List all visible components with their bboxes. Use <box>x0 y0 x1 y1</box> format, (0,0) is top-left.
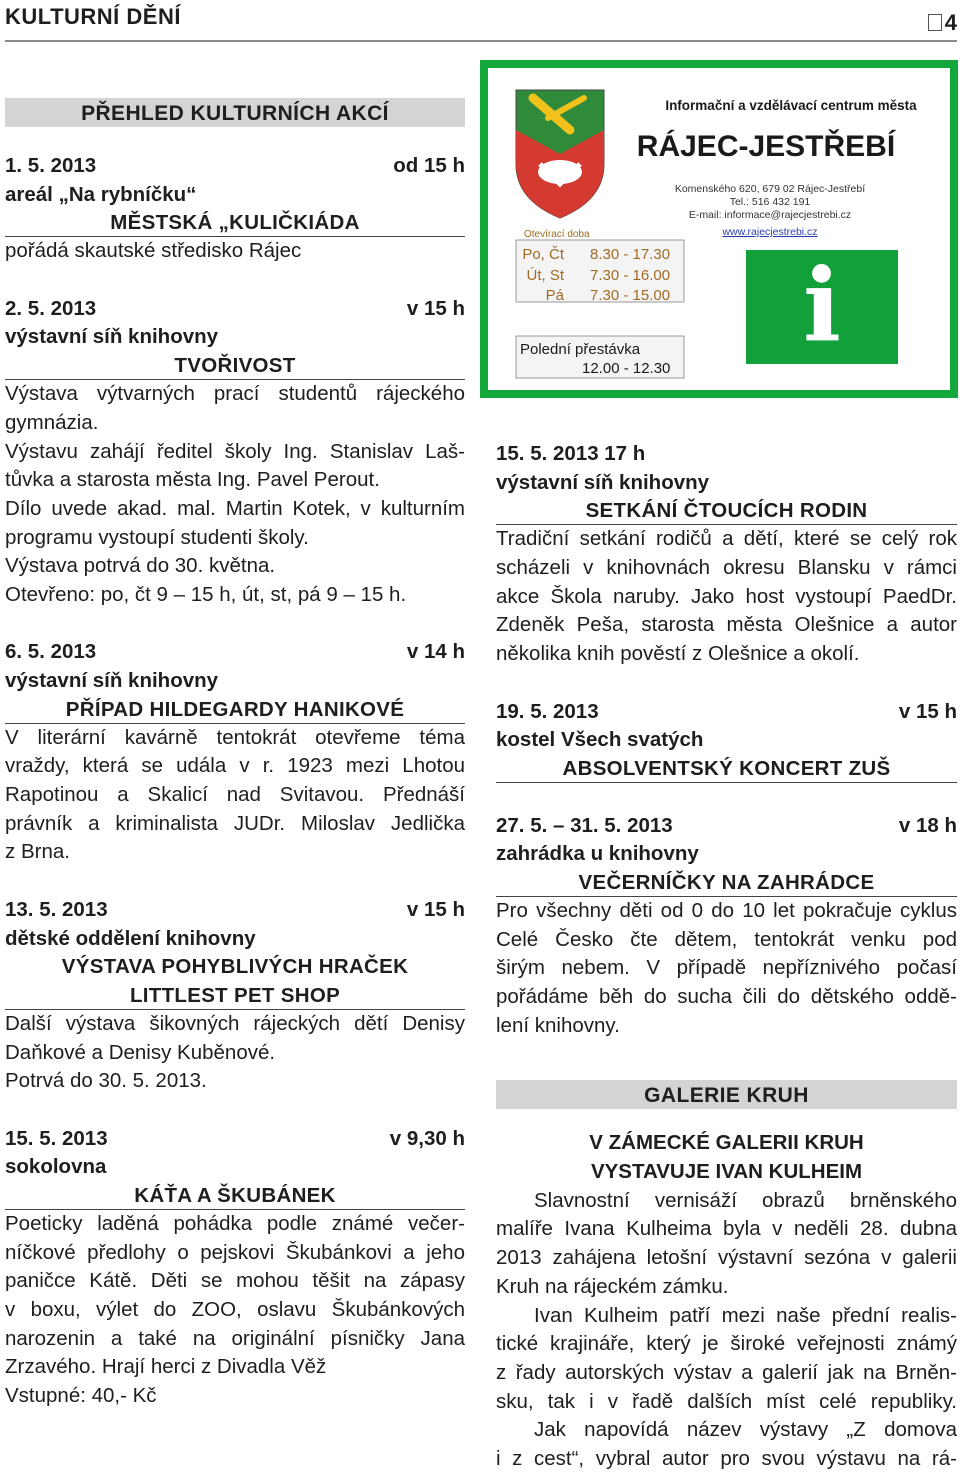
article-text-line: 2013 zahájena letošní výstavní sezóna v galerii <box>496 1246 957 1270</box>
event-time: od 15 h <box>393 154 465 177</box>
ad-hours-label: Otevírací doba <box>524 229 590 240</box>
event-text-line: vraždy, která se udála v r. 1923 mezi Lhotou <box>5 754 465 778</box>
event-kata-skubanek <box>5 1125 465 1411</box>
event-text-line: právník a kriminalista JUDr. Miloslav Jedlička <box>5 811 465 835</box>
event-tvorivost <box>5 295 465 610</box>
event-date: 27. 5. – 31. 5. 2013 <box>496 813 673 837</box>
event-hracky <box>5 896 465 1096</box>
article-text-line: sku, tak i v řadě dalších míst celé republiky. <box>496 1389 957 1413</box>
event-text-line: tůvka a starosta města Ing. Pavel Perout. <box>5 468 380 492</box>
article-text-line: tické krajináře, který je široké veřejnosti známý <box>496 1332 957 1356</box>
ad-lunch-time: 12.00 - 12.30 <box>582 360 671 377</box>
section-title: KULTURNÍ DĚNÍ <box>5 4 181 29</box>
ad-hours-days: Pá <box>545 287 564 304</box>
event-title: VEČERNÍČKY NA ZAHRÁDCE <box>496 869 957 897</box>
event-title: MĚSTSKÁ „KULIČKIÁDA <box>5 209 465 237</box>
event-text-line: Tradiční setkání rodičů a dětí, které se celý rok <box>496 527 957 551</box>
event-date: 1. 5. 2013 <box>5 154 97 177</box>
event-text-line: Daňkové a Denisy Kuběnové. <box>5 1040 276 1064</box>
event-date: 15. 5. 2013 <box>5 1126 108 1150</box>
ad-heading-big: RÁJEC-JESTŘEBÍ <box>636 130 896 163</box>
event-text-line: narozenin a také na originální písničky Jana <box>5 1326 465 1350</box>
event-date: 19. 5. 2013 <box>496 699 599 723</box>
event-date: 6. 5. 2013 <box>5 640 97 664</box>
event-date: 15. 5. 2013 17 h <box>496 442 646 465</box>
event-place: výstavní síň knihovny <box>496 470 710 494</box>
article-text-line: malíře Ivana Kulheima byla v neděli 28. dubna <box>496 1217 957 1241</box>
event-time: v 15 h <box>406 296 465 320</box>
event-hildegarda <box>5 638 465 867</box>
ad-hours-days: Út, St <box>526 267 564 284</box>
event-text-line: Rapotinou a Skalicí nad Svitavou. Přednáší <box>5 783 465 807</box>
event-time: v 15 h <box>406 897 465 921</box>
event-date: 2. 5. 2013 <box>5 296 97 320</box>
event-text-line: Zrzavého. Hrají herci z Divadla Věž <box>5 1355 327 1379</box>
event-place: zahrádka u knihovny <box>496 842 699 866</box>
overview-heading: PŘEHLED KULTURNÍCH AKCÍ <box>5 98 465 127</box>
event-text-line: několika knih pověstí z Olešnice a okolí. <box>496 642 860 666</box>
event-title: SETKÁNÍ ČTOUCÍCH RODIN <box>496 497 957 525</box>
page-number-value: 4 <box>944 10 957 35</box>
event-place: výstavní síň knihovny <box>5 325 219 349</box>
event-text-line: Zdeněk Peša, starosta města Olešnice a autor <box>496 613 957 637</box>
event-title: KÁŤA A ŠKUBÁNEK <box>5 1182 465 1210</box>
event-text-line: Celé Česko čte dětem, tentokrát venku pod <box>496 927 957 951</box>
ad-hours-days: Po, Čt <box>522 246 564 263</box>
left-column <box>5 0 465 1411</box>
gallery-heading: GALERIE KRUH <box>496 1080 957 1109</box>
event-title: VÝSTAVA POHYBLIVÝCH HRAČEK <box>61 955 409 979</box>
event-place: sokolovna <box>5 1155 107 1179</box>
event-place: areál „Na rybníčku“ <box>5 182 197 206</box>
event-text-line: Výstava výtvarných prací studentů rájeckého <box>5 382 465 406</box>
event-text-line: akce Škola naruby. Jako host vystoupí PaedDr. <box>496 584 957 608</box>
ad-lunch-label: Polední přestávka <box>520 341 641 358</box>
article-text-line: z řady autorských výstav a galerií jak na Brněn- <box>496 1360 957 1384</box>
event-text-line: Vstupné: 40,- Kč <box>5 1384 157 1408</box>
event-subtitle: LITTLEST PET SHOP <box>5 982 465 1010</box>
event-vecernicky <box>496 812 957 1041</box>
event-place: výstavní síň knihovny <box>5 669 219 692</box>
article-text-line: Slavnostní vernisáží obrazů brněnského <box>534 1188 957 1212</box>
ad-hours-time: 7.30 - 16.00 <box>590 267 671 284</box>
event-text-line: Další výstava šikovných rájeckých dětí Denisy <box>5 1011 465 1035</box>
event-text-line: pořádá skautské středisko Rájec <box>5 239 302 263</box>
article-text-line: Ivan Kulheim patří mezi naše přední realis- <box>534 1303 957 1327</box>
ad-heading-small: Informační a vzdělávací centrum města <box>665 98 917 113</box>
event-title: ABSOLVENTSKÝ KONCERT ZUŠ <box>496 755 957 783</box>
ad-hours-time: 7.30 - 15.00 <box>590 287 671 304</box>
event-time: v 18 h <box>898 813 957 837</box>
article-text-line: i z cest“, vybral autor pro svou výstavu na rá- <box>496 1446 957 1470</box>
event-text-line: Poeticky laděná pohádka podle známé večer- <box>5 1212 465 1235</box>
article-heading-line: V ZÁMECKÉ GALERII KRUH <box>589 1131 864 1155</box>
event-text-line: paničce Kátě. Děti se mohou těšit na zápasy <box>5 1269 465 1293</box>
ad-phone: Tel.: 516 432 191 <box>729 196 811 208</box>
event-text-line: scházeli v knihovnách okresu Blansku v rámci <box>496 556 957 580</box>
ad-hours-time: 8.30 - 17.30 <box>590 246 671 263</box>
event-text-line: Výstavu zahájí ředitel školy Ing. Stanislav Laš- <box>5 439 465 463</box>
event-date: 13. 5. 2013 <box>5 897 108 921</box>
ad-email: E-mail: informace@rajecjestrebi.cz <box>688 209 852 221</box>
event-koncert <box>496 698 957 783</box>
event-text-line: lení knihovny. <box>496 1013 620 1037</box>
event-setkani <box>496 440 957 669</box>
event-kulickiada <box>5 152 465 266</box>
event-text-line: v boxu, výlet do ZOO, oslavu Škubánkových <box>5 1298 465 1322</box>
event-time: v 14 h <box>406 640 465 664</box>
article-text-line: Kruh na rájeckém zámku. <box>496 1274 729 1298</box>
gallery-article <box>496 1129 957 1473</box>
event-text-line: Výstava potrvá do 30. května. <box>5 554 276 578</box>
event-title: TVOŘIVOST <box>5 352 465 380</box>
event-place: dětské oddělení knihovny <box>5 926 256 950</box>
event-text-line: Pro všechny děti od 0 do 10 let pokračuje cyklus <box>496 898 957 922</box>
event-text-line: níčkové předlohy o pejskovi Škubánkovi a jeho <box>5 1240 465 1264</box>
event-text-line: Potrvá do 30. 5. 2013. <box>5 1069 207 1093</box>
event-text-line: z Brna. <box>5 840 70 864</box>
event-text-line: Dílo uvede akad. mal. Martin Kotek, v kulturním <box>5 496 465 520</box>
event-place: kostel Všech svatých <box>496 728 704 752</box>
event-text-line: širým nebem. V případě nepříznivého počasí <box>496 956 957 980</box>
event-text-line: pořádáme běh do sucha čili do dětského oddě- <box>496 985 957 1008</box>
event-time: v 9,30 h <box>389 1126 465 1150</box>
event-time: v 15 h <box>898 699 957 723</box>
event-text-line: Otevřeno: po, čt 9 – 15 h, út, st, pá 9 – 15 h. <box>5 582 407 606</box>
article-text-line: Jak napovídá název výstavy „Z domova <box>534 1418 957 1442</box>
event-title: PŘÍPAD HILDEGARDY HANIKOVÉ <box>5 696 465 724</box>
ad-web-link[interactable]: www.rajecjestrebi.cz <box>722 226 818 238</box>
event-text-line: programu vystoupí studenti školy. <box>5 525 309 549</box>
right-column <box>496 0 957 1474</box>
event-text-line: gymnázia. <box>5 410 99 434</box>
info-icon: i <box>803 246 841 364</box>
ad-address: Komenského 620, 679 02 Rájec-Jestřebí <box>674 183 866 195</box>
event-text-line: V literární kavárně tentokrát otevřeme téma <box>5 725 465 749</box>
article-heading-line: VYSTAVUJE IVAN KULHEIM <box>590 1160 863 1184</box>
